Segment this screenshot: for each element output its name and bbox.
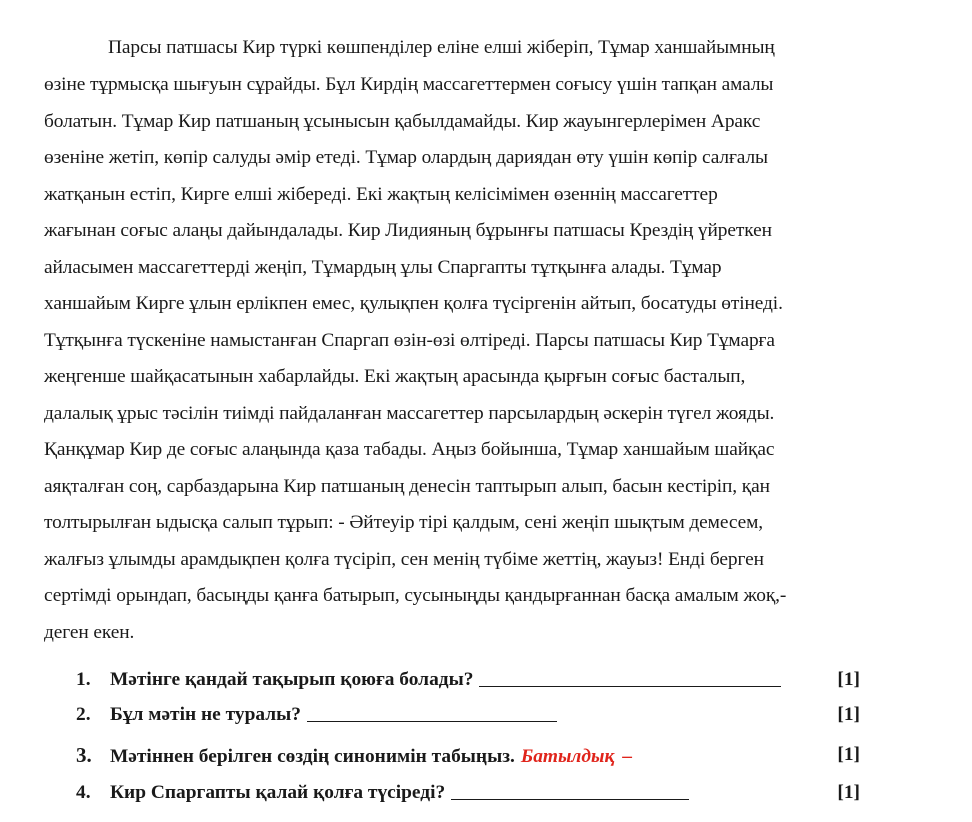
question-item-2 <box>76 698 866 732</box>
passage-line: болатын. Тұмар Кир патшаның ұсынысын қабылдамайды. Кир жауынгерлерімен Аракс <box>44 111 761 132</box>
question-item-3 <box>76 738 866 772</box>
question-item-1 <box>76 663 866 697</box>
passage-line: өзіне тұрмысқа шығуын сұрайды. Бұл Кирдің массагеттермен соғысу үшін тапқан амалы <box>44 74 774 95</box>
answer-blank-4[interactable] <box>451 777 689 800</box>
question-text: Кир Спаргапты қалай қолға түсіреді? <box>110 782 446 803</box>
question-text: Бұл мәтін не туралы? <box>110 704 301 725</box>
passage-line: өзеніне жетіп, көпір салуды әмір етеді. Тұмар олардың дариядан өту үшін көпір салғалы <box>44 147 768 168</box>
passage-line: айласымен массагеттерді жеңіп, Тұмардың ұлы Спаргапты тұтқынға алады. Тұмар <box>44 257 722 278</box>
question-number: 3. <box>76 743 92 767</box>
answer-word: Батылдық <box>520 746 615 767</box>
passage-line: аяқталған соң, сарбаздарына Кир патшаның денесін таптырып алып, басын кестіріп, қан <box>44 476 770 497</box>
passage-line: жалғыз ұлымды арамдықпен қолға түсіріп, сен менің түбіме жеттің, жауыз! Енді берген <box>44 549 764 570</box>
question-text: Мәтінге қандай тақырып қоюға болады? <box>110 669 474 690</box>
question-mark-score: [1] <box>837 744 860 765</box>
question-text: Мәтіннен берілген сөздің синонимін табыңыз. <box>110 746 515 767</box>
passage-line: жатқанын естіп, Кирге елші жібереді. Екі жақтың келісімімен өзеннің массагеттер <box>44 184 718 205</box>
question-mark-score: [1] <box>837 704 860 725</box>
passage-line: Тұтқынға түскеніне намыстанған Спаргап өзін-өзі өлтіреді. Парсы патшасы Кир Тұмарға <box>44 330 775 351</box>
passage-line: сертімді орындап, басыңды қанға батырып, сусыныңды қандырғаннан басқа амалым жоқ,- <box>44 585 787 606</box>
question-item-4 <box>76 776 866 810</box>
passage-line: толтырылған ыдысқа салып тұрып: - Әйтеуір тірі қалдым, сені жеңіп шықтым демесем, <box>44 512 764 533</box>
passage-line: жағынан соғыс алаңы дайындалады. Кир Лидияның бұрынғы патшасы Крездің үйреткен <box>44 220 772 241</box>
passage-line: ханшайым Кирге ұлын ерлікпен емес, қулықпен қолға түсіргенін айтып, босатуды өтінеді. <box>44 293 783 314</box>
question-mark-score: [1] <box>837 782 860 803</box>
question-mark-score: [1] <box>837 669 860 690</box>
question-number: 2. <box>76 704 91 725</box>
passage-line: жеңгенше шайқасатынын хабарлайды. Екі жақтың арасында қырғын соғыс басталып, <box>44 366 746 387</box>
answer-dash: – <box>622 746 632 767</box>
passage-line: Парсы патшасы Кир түркі көшпенділер еліне елші жіберіп, Тұмар ханшайымның <box>108 37 775 58</box>
passage-line: Қанқұмар Кир де соғыс алаңында қаза табады. Аңыз бойынша, Тұмар ханшайым шайқас <box>44 439 775 460</box>
answer-blank-2[interactable] <box>307 699 557 722</box>
question-number: 4. <box>76 782 91 803</box>
passage-line: деген екен. <box>44 622 135 643</box>
passage-line: далалық ұрыс тәсілін тиімді пайдаланған массагеттер парсылардың әскерін түгел жояды. <box>44 403 775 424</box>
question-number: 1. <box>76 669 91 690</box>
answer-blank-1[interactable] <box>479 664 781 687</box>
